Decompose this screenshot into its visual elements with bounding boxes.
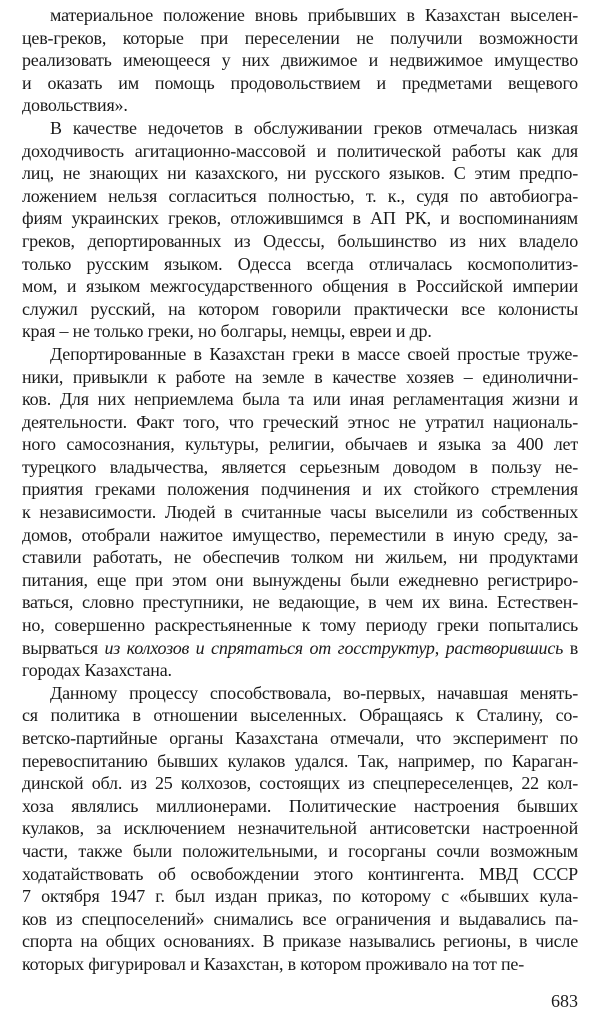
page bbox=[22, 4, 578, 1012]
text-line: Депортированные в Казахстан греки в массе своей простые труже- bbox=[50, 343, 578, 364]
text-line bbox=[22, 637, 578, 660]
text-line: перевоспитанию бывших кулаков удался. Так, например, по Караган- bbox=[22, 750, 578, 771]
text-line: ков. Для них неприемлема была та или иная регламентация жизни и bbox=[22, 389, 578, 410]
text-line: греков, депортированных из Одессы, большинство из них владело bbox=[22, 230, 578, 251]
text-span: в bbox=[563, 637, 578, 658]
text-line: приятия греками положения подчинения и их стойкого стремления bbox=[22, 479, 578, 500]
italic-text: растворившись bbox=[445, 637, 564, 658]
page-number: 683 bbox=[551, 990, 578, 1011]
text-line: цев-греков, которые при переселении не получили возможности bbox=[22, 27, 578, 48]
text-line: ложением нельзя согласиться полностью, т. к., судя по автобиогра- bbox=[22, 185, 578, 206]
text-line: питания, еще при этом они вынуждены были ежедневно регистриро- bbox=[22, 569, 578, 590]
text-line: лиц, не знающих ни казахского, ни русского языков. С этим предпо- bbox=[22, 163, 578, 184]
text-line: Данному процессу способствовала, во-первых, начавшая менять- bbox=[50, 682, 578, 703]
text-line: деятельности. Факт того, что греческий этнос не утратил националь- bbox=[22, 411, 578, 432]
text-line: хоза являлись миллионерами. Политические настроения бывших bbox=[22, 795, 578, 816]
text-line: ники, привыкли к работе на земле в качестве хозяев – единолични- bbox=[22, 366, 578, 387]
text-line: ставили работать, не обеспечив толком ни жильем, ни продуктами bbox=[22, 547, 578, 568]
text-line: В качестве недочетов в обслуживании греков отмечалась низкая bbox=[50, 117, 578, 138]
text-line: ного самосознания, культуры, религии, обычаев и языка за 400 лет bbox=[22, 434, 578, 455]
text-line: и оказать им помощь продовольствием и предметами вещевого bbox=[22, 72, 578, 93]
text-line: динской обл. из 25 колхозов, состоящих из спецпереселенцев, 22 кол- bbox=[22, 773, 578, 794]
text-line: реализовать имеющееся у них движимое и недвижимое имущество bbox=[22, 50, 578, 71]
text-line: 7 октября 1947 г. был издан приказ, по которому с «бывших кула- bbox=[22, 886, 578, 907]
text-line: фиям украинских греков, отложившимся в АП РК, и воспоминаниям bbox=[22, 208, 578, 229]
text-line: доходчивость агитационно-массовой и политической работы как для bbox=[22, 140, 578, 161]
text-line: ков из спецпоселений» снимались все ограничения и выдавались па- bbox=[22, 908, 578, 929]
page-body bbox=[22, 4, 578, 976]
text-line: кулаков, за исключением незначительной антисоветски настроенной bbox=[22, 818, 578, 839]
text-line: части, также были положительными, и госорганы сочли возможным bbox=[22, 840, 578, 861]
text-line: края – не только греки, но болгары, немцы, евреи и др. bbox=[22, 321, 432, 342]
italic-text: из колхозов и спрятаться от госструктур bbox=[104, 637, 435, 658]
text-line: ветско-партийные органы Казахстана отмечали, что эксперимент по bbox=[22, 728, 578, 748]
text-line: ходатайствовать об освобождении этого контингента. МВД СССР bbox=[22, 863, 578, 884]
text-line: которых фигурировал и Казахстан, в котором проживало на тот пе- bbox=[22, 953, 524, 974]
text-line: но, совершенно раскрестьяненные к тому периоду греки попытались bbox=[22, 615, 578, 636]
text-span: , bbox=[434, 637, 446, 658]
text-span: вырваться bbox=[22, 637, 105, 658]
text-line: только русским языком. Одесса всегда отличалась космополитиз- bbox=[22, 253, 578, 274]
text-line: ся политика в отношении выселенных. Обращаясь к Сталину, со- bbox=[22, 705, 578, 726]
text-line: ваться, словно преступники, не ведающие, в чем их вина. Естествен- bbox=[22, 592, 578, 613]
text-line: материальное положение вновь прибывших в Казахстан выселен- bbox=[50, 5, 578, 25]
text-line: к независимости. Людей в считанные часы выселили из собственных bbox=[22, 502, 578, 523]
text-line: домов, отобрали нажитое имущество, переместили в иную среду, за- bbox=[22, 524, 578, 545]
text-line: мом, и языком межгосударственного общения в Российской империи bbox=[22, 276, 578, 297]
text-line: довольствия». bbox=[22, 95, 128, 116]
text-line: спорта на общих основаниях. В приказе назывались регионы, в числе bbox=[22, 931, 578, 952]
text-line: турецкого владычества, является серьезным доводом в пользу не- bbox=[22, 456, 578, 477]
text-line: служил русский, на котором говорили практически все колонисты bbox=[22, 298, 578, 319]
text-line: городах Казахстана. bbox=[22, 660, 172, 681]
